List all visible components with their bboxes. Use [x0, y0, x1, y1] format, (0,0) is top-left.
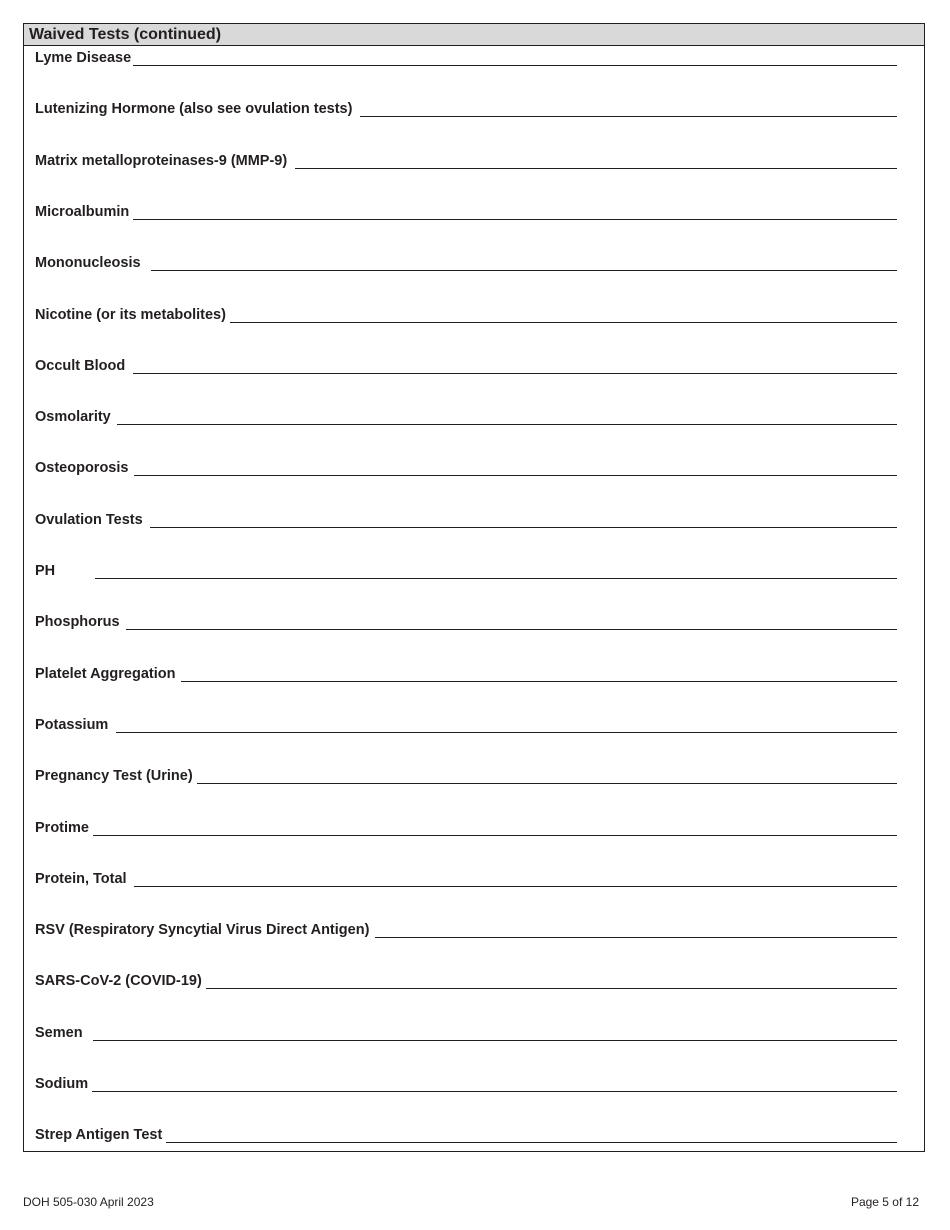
test-label: PH — [35, 563, 56, 579]
test-label: Potassium — [35, 716, 109, 733]
test-row — [35, 557, 897, 579]
test-entry-field[interactable] — [134, 864, 897, 887]
test-label: SARS-CoV-2 (COVID-19) — [35, 973, 202, 990]
test-row — [35, 147, 897, 169]
test-row — [35, 454, 897, 476]
test-row — [35, 1121, 897, 1143]
test-row — [35, 95, 897, 117]
test-label: Occult Blood — [35, 357, 126, 374]
test-row — [35, 916, 897, 938]
test-label: Lutenizing Hormone (also see ovulation tests) — [35, 101, 353, 118]
test-row — [35, 608, 897, 630]
waived-tests-form — [23, 23, 925, 1152]
test-entry-field[interactable] — [375, 915, 897, 938]
test-label: Phosphorus — [35, 614, 120, 631]
test-label: Protein, Total — [35, 870, 127, 887]
test-label: Strep Antigen Test — [35, 1127, 163, 1144]
test-label: Osmolarity — [35, 409, 111, 426]
test-row — [35, 660, 897, 682]
test-entry-field[interactable] — [230, 300, 897, 323]
test-entry-field[interactable] — [197, 761, 897, 784]
test-label: Ovulation Tests — [35, 511, 143, 528]
test-entry-field[interactable] — [95, 556, 897, 579]
test-row — [35, 403, 897, 425]
test-entry-field[interactable] — [166, 1120, 897, 1143]
test-entry-field[interactable] — [116, 710, 897, 733]
test-label: Platelet Aggregation — [35, 665, 176, 682]
test-entry-field[interactable] — [133, 351, 897, 374]
test-entry-field[interactable] — [150, 505, 897, 528]
test-entry-field[interactable] — [92, 1069, 897, 1092]
test-label: Microalbumin — [35, 203, 130, 220]
test-label: Semen — [35, 1024, 83, 1041]
test-row — [35, 198, 897, 220]
form-number: DOH 505-030 April 2023 — [23, 1195, 154, 1209]
test-label: Protime — [35, 819, 89, 836]
test-row — [35, 762, 897, 784]
test-entry-field[interactable] — [151, 248, 897, 271]
test-label: Mononucleosis — [35, 255, 141, 272]
test-label: Lyme Disease — [35, 50, 132, 66]
test-entry-field[interactable] — [206, 966, 897, 989]
test-row — [35, 506, 897, 528]
test-entry-field[interactable] — [360, 94, 897, 117]
test-row — [35, 352, 897, 374]
page-number: Page 5 of 12 — [850, 1195, 919, 1209]
test-row — [35, 967, 897, 989]
test-entry-field[interactable] — [126, 607, 897, 630]
test-entry-field[interactable] — [117, 402, 897, 425]
test-entry-field[interactable] — [133, 43, 897, 66]
test-row — [35, 865, 897, 887]
test-row — [35, 1070, 897, 1092]
test-row — [35, 814, 897, 836]
test-row — [35, 1019, 897, 1041]
test-entry-field[interactable] — [93, 813, 897, 836]
test-row — [35, 711, 897, 733]
test-row — [35, 44, 897, 66]
test-entry-field[interactable] — [134, 453, 897, 476]
test-label: Matrix metalloproteinases-9 (MMP-9) — [35, 152, 288, 169]
test-row — [35, 301, 897, 323]
test-label: Nicotine (or its metabolites) — [35, 306, 226, 323]
test-entry-field[interactable] — [181, 659, 897, 682]
section-header: Waived Tests (continued) — [24, 24, 924, 46]
test-row — [35, 249, 897, 271]
test-label: Osteoporosis — [35, 460, 129, 477]
test-entry-field[interactable] — [133, 197, 897, 220]
test-entry-field[interactable] — [93, 1018, 897, 1041]
test-entry-field[interactable] — [295, 146, 897, 169]
test-label: RSV (Respiratory Syncytial Virus Direct Antigen) — [35, 922, 370, 939]
test-label: Sodium — [35, 1076, 89, 1092]
test-label: Pregnancy Test (Urine) — [35, 768, 193, 785]
